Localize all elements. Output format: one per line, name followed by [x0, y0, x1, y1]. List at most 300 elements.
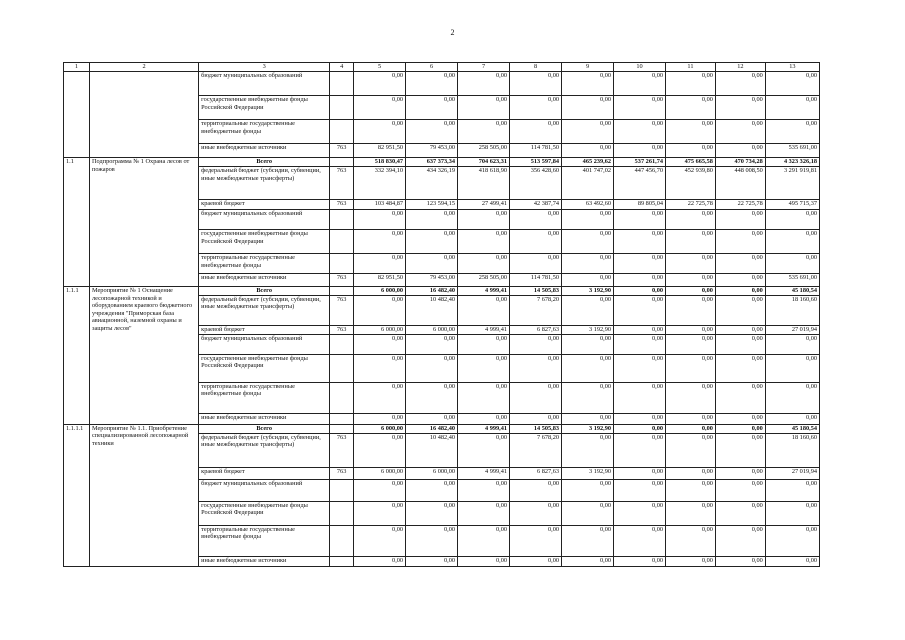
- amount-cell: 0,00: [562, 525, 614, 556]
- funding-source-cell: краевой бюджет: [199, 200, 330, 210]
- amount-cell: 0,00: [406, 479, 458, 501]
- amount-cell: 0,00: [562, 144, 614, 158]
- amount-cell: 27 499,41: [458, 200, 510, 210]
- row-number-cell: 1.1.1.1: [64, 424, 90, 566]
- amount-cell: 6 827,63: [510, 325, 562, 334]
- amount-cell: 0,00: [614, 325, 666, 334]
- amount-cell: 89 805,04: [614, 200, 666, 210]
- amount-cell: 0,00: [614, 144, 666, 158]
- amount-cell: 0,00: [458, 525, 510, 556]
- amount-cell: 0,00: [666, 501, 716, 525]
- amount-cell: 0,00: [765, 72, 819, 96]
- budget-code-cell: 763: [330, 433, 354, 467]
- amount-cell: 0,00: [765, 501, 819, 525]
- amount-cell: 0,00: [614, 210, 666, 230]
- row-number-cell: [64, 72, 90, 158]
- amount-cell: 6 827,63: [510, 467, 562, 479]
- amount-cell: 0,00: [458, 295, 510, 325]
- amount-cell: 0,00: [715, 96, 765, 120]
- amount-cell: 0,00: [765, 210, 819, 230]
- amount-cell: 0,00: [614, 295, 666, 325]
- budget-code-cell: [330, 525, 354, 556]
- amount-cell: 0,00: [715, 433, 765, 467]
- amount-cell: 401 747,02: [562, 167, 614, 200]
- amount-cell: 0,00: [715, 424, 765, 433]
- amount-cell: 0,00: [458, 210, 510, 230]
- amount-cell: 0,00: [614, 230, 666, 254]
- amount-cell: 0,00: [458, 230, 510, 254]
- amount-cell: 0,00: [666, 467, 716, 479]
- funding-source-cell: государственные внебюджетные фонды Российской Федерации: [199, 96, 330, 120]
- amount-cell: 0,00: [765, 230, 819, 254]
- budget-code-cell: [330, 96, 354, 120]
- amount-cell: 0,00: [458, 334, 510, 354]
- amount-cell: 123 594,15: [406, 200, 458, 210]
- amount-cell: 0,00: [458, 96, 510, 120]
- amount-cell: 103 484,87: [354, 200, 406, 210]
- funding-source-cell: государственные внебюджетные фонды Российской Федерации: [199, 230, 330, 254]
- amount-cell: 448 008,50: [715, 167, 765, 200]
- amount-cell: 513 597,84: [510, 158, 562, 167]
- amount-cell: 4 999,41: [458, 467, 510, 479]
- amount-cell: 0,00: [666, 525, 716, 556]
- amount-cell: 0,00: [666, 144, 716, 158]
- budget-code-cell: [330, 382, 354, 413]
- amount-cell: 475 665,58: [666, 158, 716, 167]
- amount-cell: 0,00: [458, 382, 510, 413]
- amount-cell: 27 019,94: [765, 325, 819, 334]
- funding-source-cell: бюджет муниципальных образований: [199, 72, 330, 96]
- amount-cell: 0,00: [715, 254, 765, 274]
- amount-cell: 79 453,00: [406, 144, 458, 158]
- amount-cell: 0,00: [562, 334, 614, 354]
- amount-cell: 0,00: [562, 501, 614, 525]
- funding-source-cell: федеральный бюджет (субсидии, субвенции, иные межбюджетные трансферты): [199, 433, 330, 467]
- amount-cell: 6 000,00: [354, 467, 406, 479]
- program-title-cell: Подпрограмма № 1 Охрана лесов от пожаров: [89, 158, 198, 287]
- budget-code-cell: 763: [330, 295, 354, 325]
- table-row-total: [64, 158, 820, 167]
- budget-code-cell: [330, 158, 354, 167]
- amount-cell: 637 373,34: [406, 158, 458, 167]
- column-header: 6: [406, 63, 458, 72]
- amount-cell: 3 192,90: [562, 424, 614, 433]
- amount-cell: 0,00: [614, 501, 666, 525]
- amount-cell: 0,00: [458, 413, 510, 424]
- funding-source-cell: Всего: [199, 424, 330, 433]
- amount-cell: 4 999,41: [458, 325, 510, 334]
- amount-cell: 0,00: [715, 287, 765, 296]
- amount-cell: 0,00: [510, 96, 562, 120]
- budget-code-cell: [330, 501, 354, 525]
- amount-cell: 0,00: [614, 96, 666, 120]
- amount-cell: 0,00: [406, 96, 458, 120]
- funding-source-cell: иные внебюджетные источники: [199, 413, 330, 424]
- amount-cell: 0,00: [510, 501, 562, 525]
- amount-cell: 0,00: [666, 254, 716, 274]
- row-number-cell: 1.1.1: [64, 287, 90, 425]
- amount-cell: 0,00: [406, 254, 458, 274]
- amount-cell: 418 618,90: [458, 167, 510, 200]
- amount-cell: 45 180,54: [765, 424, 819, 433]
- amount-cell: 332 394,10: [354, 167, 406, 200]
- amount-cell: 22 725,78: [666, 200, 716, 210]
- amount-cell: 0,00: [458, 479, 510, 501]
- amount-cell: 82 951,50: [354, 144, 406, 158]
- amount-cell: 0,00: [765, 413, 819, 424]
- funding-source-cell: иные внебюджетные источники: [199, 274, 330, 287]
- table-body: [64, 72, 820, 567]
- column-header: 13: [765, 63, 819, 72]
- amount-cell: 22 725,78: [715, 200, 765, 210]
- amount-cell: 258 505,00: [458, 274, 510, 287]
- amount-cell: 0,00: [666, 230, 716, 254]
- amount-cell: 0,00: [354, 72, 406, 96]
- amount-cell: 0,00: [406, 354, 458, 382]
- amount-cell: 0,00: [406, 382, 458, 413]
- amount-cell: 0,00: [715, 210, 765, 230]
- amount-cell: 537 261,74: [614, 158, 666, 167]
- budget-code-cell: [330, 413, 354, 424]
- funding-source-cell: бюджет муниципальных образований: [199, 334, 330, 354]
- amount-cell: 0,00: [666, 210, 716, 230]
- amount-cell: 0,00: [715, 413, 765, 424]
- amount-cell: 0,00: [458, 72, 510, 96]
- amount-cell: 0,00: [715, 354, 765, 382]
- column-header: 2: [89, 63, 198, 72]
- program-title-cell: Мероприятие № 1 Оснащение лесопожарной техникой и оборудованием краевого бюджетного учреждения "Приморская база авиационной, наземной охраны и защиты лесов": [89, 287, 198, 425]
- amount-cell: 0,00: [562, 254, 614, 274]
- amount-cell: 0,00: [354, 334, 406, 354]
- amount-cell: 0,00: [510, 354, 562, 382]
- amount-cell: 63 492,60: [562, 200, 614, 210]
- funding-source-cell: Всего: [199, 287, 330, 296]
- amount-cell: 6 000,00: [354, 424, 406, 433]
- amount-cell: 0,00: [614, 254, 666, 274]
- amount-cell: 0,00: [562, 382, 614, 413]
- amount-cell: 3 192,90: [562, 467, 614, 479]
- amount-cell: 0,00: [354, 210, 406, 230]
- budget-code-cell: 763: [330, 325, 354, 334]
- budget-code-cell: [330, 254, 354, 274]
- amount-cell: 6 000,00: [406, 467, 458, 479]
- amount-cell: 0,00: [765, 556, 819, 566]
- amount-cell: 0,00: [562, 210, 614, 230]
- amount-cell: 0,00: [354, 230, 406, 254]
- amount-cell: 0,00: [666, 120, 716, 144]
- budget-code-cell: [330, 479, 354, 501]
- amount-cell: 0,00: [614, 556, 666, 566]
- amount-cell: 0,00: [715, 325, 765, 334]
- amount-cell: 0,00: [614, 120, 666, 144]
- amount-cell: 0,00: [765, 525, 819, 556]
- budget-code-cell: [330, 120, 354, 144]
- column-header: 1: [64, 63, 90, 72]
- amount-cell: 3 192,90: [562, 325, 614, 334]
- amount-cell: 0,00: [715, 467, 765, 479]
- amount-cell: 18 160,60: [765, 295, 819, 325]
- amount-cell: 0,00: [354, 354, 406, 382]
- amount-cell: 0,00: [614, 433, 666, 467]
- amount-cell: 0,00: [406, 210, 458, 230]
- amount-cell: 7 678,20: [510, 295, 562, 325]
- amount-cell: 0,00: [458, 120, 510, 144]
- amount-cell: 0,00: [406, 413, 458, 424]
- amount-cell: 0,00: [614, 72, 666, 96]
- budget-code-cell: [330, 556, 354, 566]
- amount-cell: 0,00: [458, 433, 510, 467]
- funding-source-cell: федеральный бюджет (субсидии, субвенции, иные межбюджетные трансферты): [199, 167, 330, 200]
- amount-cell: 0,00: [715, 334, 765, 354]
- amount-cell: 518 830,47: [354, 158, 406, 167]
- amount-cell: 0,00: [666, 325, 716, 334]
- amount-cell: 0,00: [562, 295, 614, 325]
- amount-cell: 27 019,94: [765, 467, 819, 479]
- amount-cell: 704 623,31: [458, 158, 510, 167]
- funding-source-cell: иные внебюджетные источники: [199, 556, 330, 566]
- amount-cell: 0,00: [354, 501, 406, 525]
- amount-cell: 0,00: [765, 254, 819, 274]
- amount-cell: 3 291 919,81: [765, 167, 819, 200]
- budget-code-cell: 763: [330, 167, 354, 200]
- amount-cell: 0,00: [614, 382, 666, 413]
- amount-cell: 0,00: [562, 274, 614, 287]
- funding-source-cell: краевой бюджет: [199, 467, 330, 479]
- budget-code-cell: 763: [330, 274, 354, 287]
- amount-cell: 0,00: [562, 354, 614, 382]
- amount-cell: 0,00: [562, 479, 614, 501]
- amount-cell: 0,00: [510, 120, 562, 144]
- column-header: 4: [330, 63, 354, 72]
- amount-cell: 356 428,60: [510, 167, 562, 200]
- amount-cell: 495 715,37: [765, 200, 819, 210]
- funding-source-cell: территориальные государственные внебюджетные фонды: [199, 525, 330, 556]
- amount-cell: 0,00: [614, 479, 666, 501]
- table-row-total: [64, 424, 820, 433]
- amount-cell: 0,00: [354, 382, 406, 413]
- amount-cell: 0,00: [715, 230, 765, 254]
- amount-cell: 0,00: [666, 72, 716, 96]
- amount-cell: 535 691,00: [765, 274, 819, 287]
- amount-cell: 0,00: [562, 230, 614, 254]
- amount-cell: 14 505,83: [510, 424, 562, 433]
- column-header: 3: [199, 63, 330, 72]
- amount-cell: 0,00: [666, 295, 716, 325]
- budget-code-cell: [330, 230, 354, 254]
- amount-cell: 0,00: [614, 287, 666, 296]
- amount-cell: 0,00: [354, 254, 406, 274]
- amount-cell: 6 000,00: [354, 287, 406, 296]
- amount-cell: 0,00: [715, 274, 765, 287]
- amount-cell: 0,00: [406, 556, 458, 566]
- amount-cell: 0,00: [666, 433, 716, 467]
- amount-cell: 0,00: [614, 467, 666, 479]
- amount-cell: 0,00: [510, 525, 562, 556]
- amount-cell: 0,00: [715, 144, 765, 158]
- amount-cell: 0,00: [510, 479, 562, 501]
- amount-cell: 0,00: [562, 556, 614, 566]
- column-header: 10: [614, 63, 666, 72]
- budget-code-cell: 763: [330, 144, 354, 158]
- amount-cell: 535 691,00: [765, 144, 819, 158]
- amount-cell: 0,00: [666, 287, 716, 296]
- table-row: [64, 72, 820, 96]
- program-title-cell: [89, 72, 198, 158]
- amount-cell: 0,00: [406, 501, 458, 525]
- amount-cell: 0,00: [715, 525, 765, 556]
- amount-cell: 0,00: [765, 354, 819, 382]
- amount-cell: 465 239,62: [562, 158, 614, 167]
- amount-cell: 0,00: [354, 96, 406, 120]
- amount-cell: 6 000,00: [406, 325, 458, 334]
- amount-cell: 0,00: [715, 556, 765, 566]
- row-number-cell: 1.1: [64, 158, 90, 287]
- amount-cell: 0,00: [562, 120, 614, 144]
- amount-cell: 0,00: [354, 525, 406, 556]
- amount-cell: 0,00: [354, 433, 406, 467]
- amount-cell: 0,00: [406, 120, 458, 144]
- amount-cell: 16 482,40: [406, 424, 458, 433]
- amount-cell: 0,00: [666, 96, 716, 120]
- budget-code-cell: [330, 424, 354, 433]
- amount-cell: 0,00: [765, 96, 819, 120]
- budget-table: [63, 62, 820, 567]
- amount-cell: 0,00: [458, 254, 510, 274]
- amount-cell: 0,00: [765, 382, 819, 413]
- funding-source-cell: иные внебюджетные источники: [199, 144, 330, 158]
- budget-code-cell: 763: [330, 467, 354, 479]
- amount-cell: 0,00: [510, 72, 562, 96]
- amount-cell: 0,00: [354, 295, 406, 325]
- funding-source-cell: Всего: [199, 158, 330, 167]
- amount-cell: 0,00: [666, 354, 716, 382]
- amount-cell: 0,00: [666, 274, 716, 287]
- column-header: 9: [562, 63, 614, 72]
- amount-cell: 0,00: [715, 120, 765, 144]
- amount-cell: 0,00: [510, 254, 562, 274]
- amount-cell: 0,00: [562, 72, 614, 96]
- amount-cell: 0,00: [510, 210, 562, 230]
- amount-cell: 0,00: [510, 556, 562, 566]
- amount-cell: 79 453,00: [406, 274, 458, 287]
- amount-cell: 0,00: [354, 120, 406, 144]
- budget-code-cell: 763: [330, 200, 354, 210]
- amount-cell: 0,00: [666, 556, 716, 566]
- amount-cell: 0,00: [510, 382, 562, 413]
- funding-source-cell: территориальные государственные внебюджетные фонды: [199, 120, 330, 144]
- amount-cell: 7 678,20: [510, 433, 562, 467]
- budget-code-cell: [330, 334, 354, 354]
- amount-cell: 0,00: [614, 413, 666, 424]
- amount-cell: 0,00: [715, 382, 765, 413]
- funding-source-cell: территориальные государственные внебюджетные фонды: [199, 382, 330, 413]
- funding-source-cell: федеральный бюджет (субсидии, субвенции, иные межбюджетные трансферты): [199, 295, 330, 325]
- column-header: 5: [354, 63, 406, 72]
- amount-cell: 0,00: [354, 413, 406, 424]
- funding-source-cell: государственные внебюджетные фонды Российской Федерации: [199, 501, 330, 525]
- amount-cell: 0,00: [354, 479, 406, 501]
- amount-cell: 0,00: [406, 72, 458, 96]
- amount-cell: 0,00: [406, 334, 458, 354]
- budget-code-cell: [330, 72, 354, 96]
- amount-cell: 42 387,74: [510, 200, 562, 210]
- amount-cell: 0,00: [354, 556, 406, 566]
- amount-cell: 0,00: [458, 556, 510, 566]
- funding-source-cell: бюджет муниципальных образований: [199, 479, 330, 501]
- amount-cell: 0,00: [614, 274, 666, 287]
- amount-cell: 3 192,90: [562, 287, 614, 296]
- amount-cell: 0,00: [510, 334, 562, 354]
- amount-cell: 14 505,83: [510, 287, 562, 296]
- column-header: 8: [510, 63, 562, 72]
- amount-cell: 10 482,40: [406, 295, 458, 325]
- amount-cell: 0,00: [510, 230, 562, 254]
- amount-cell: 4 323 326,18: [765, 158, 819, 167]
- funding-source-cell: краевой бюджет: [199, 325, 330, 334]
- amount-cell: 0,00: [458, 354, 510, 382]
- amount-cell: 0,00: [458, 501, 510, 525]
- amount-cell: 0,00: [614, 424, 666, 433]
- budget-code-cell: [330, 287, 354, 296]
- column-header: 12: [715, 63, 765, 72]
- budget-code-cell: [330, 210, 354, 230]
- budget-code-cell: [330, 354, 354, 382]
- amount-cell: 434 326,19: [406, 167, 458, 200]
- amount-cell: 0,00: [562, 433, 614, 467]
- amount-cell: 470 734,28: [715, 158, 765, 167]
- header-row: [64, 63, 820, 72]
- program-title-cell: Мероприятие № 1.1. Приобретение специализированной лесопожарной техники: [89, 424, 198, 566]
- amount-cell: 0,00: [765, 479, 819, 501]
- amount-cell: 0,00: [406, 230, 458, 254]
- amount-cell: 0,00: [715, 295, 765, 325]
- amount-cell: 4 999,41: [458, 287, 510, 296]
- amount-cell: 0,00: [562, 96, 614, 120]
- amount-cell: 18 160,60: [765, 433, 819, 467]
- amount-cell: 0,00: [562, 413, 614, 424]
- amount-cell: 0,00: [666, 424, 716, 433]
- amount-cell: 0,00: [666, 382, 716, 413]
- page-number: 2: [450, 28, 455, 37]
- amount-cell: 447 456,70: [614, 167, 666, 200]
- funding-source-cell: бюджет муниципальных образований: [199, 210, 330, 230]
- amount-cell: 452 939,80: [666, 167, 716, 200]
- amount-cell: 6 000,00: [354, 325, 406, 334]
- amount-cell: 258 505,00: [458, 144, 510, 158]
- amount-cell: 0,00: [765, 334, 819, 354]
- funding-source-cell: государственные внебюджетные фонды Российской Федерации: [199, 354, 330, 382]
- amount-cell: 0,00: [666, 479, 716, 501]
- amount-cell: 0,00: [510, 413, 562, 424]
- amount-cell: 0,00: [614, 525, 666, 556]
- funding-source-cell: территориальные государственные внебюджетные фонды: [199, 254, 330, 274]
- column-header: 7: [458, 63, 510, 72]
- amount-cell: 0,00: [715, 501, 765, 525]
- amount-cell: 0,00: [406, 525, 458, 556]
- amount-cell: 0,00: [614, 334, 666, 354]
- amount-cell: 0,00: [666, 413, 716, 424]
- amount-cell: 45 180,54: [765, 287, 819, 296]
- column-header: 11: [666, 63, 716, 72]
- amount-cell: 0,00: [614, 354, 666, 382]
- amount-cell: 114 781,50: [510, 274, 562, 287]
- amount-cell: 0,00: [715, 479, 765, 501]
- amount-cell: 114 781,50: [510, 144, 562, 158]
- table-row-total: [64, 287, 820, 296]
- amount-cell: 0,00: [765, 120, 819, 144]
- amount-cell: 0,00: [715, 72, 765, 96]
- amount-cell: 10 482,40: [406, 433, 458, 467]
